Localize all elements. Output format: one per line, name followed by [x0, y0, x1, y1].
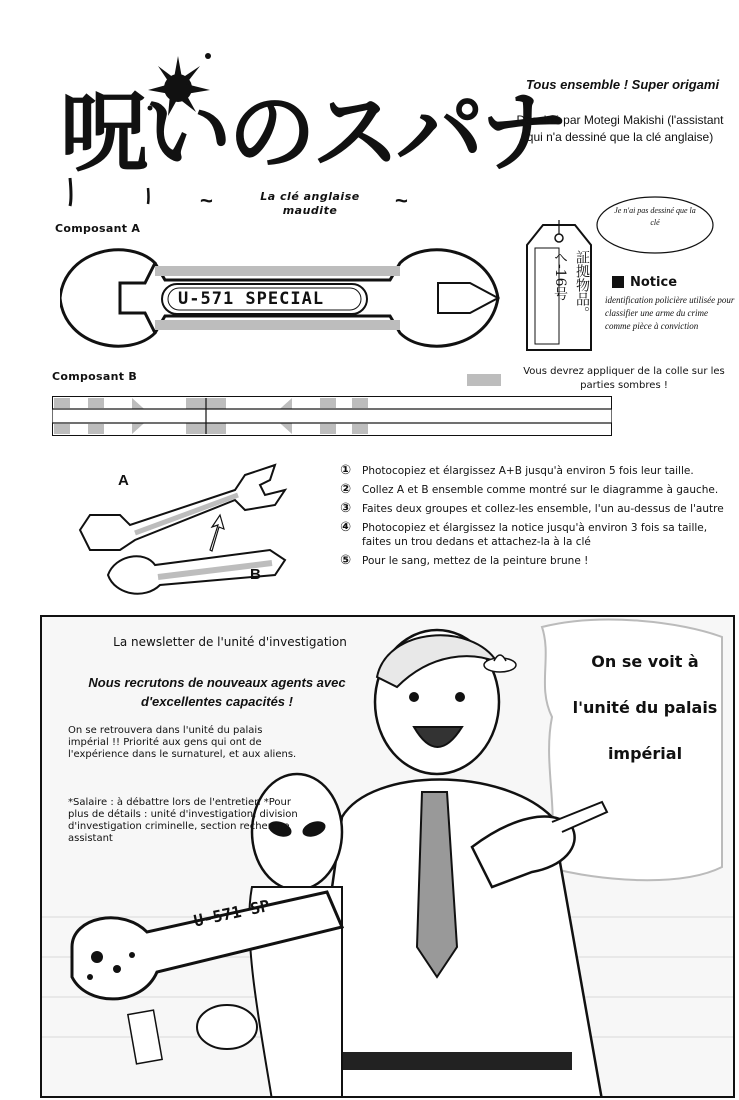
notice-description: identification policière utilisée pour classifier une arme du crime comme pièce à conviction [605, 295, 735, 331]
instruction-step [340, 502, 735, 516]
component-b-label: Composant B [52, 370, 138, 383]
newsletter-body: On se retrouvera dans l'unité du palais impérial !! Priorité aux gens qui ont de l'expérience dans le surnaturel, et aux aliens. [68, 725, 297, 760]
comic-panel [40, 615, 735, 1098]
panel-wrench-engraving: U-571 SP [192, 895, 272, 931]
logo-subtitle: La clé anglaise maudite [260, 190, 360, 217]
logo-title: 呪いのスパナ [60, 80, 565, 184]
diagram-label-a: A [118, 472, 129, 489]
newsletter-details: *Salaire : à débattre lors de l'entretien *Pour plus de détails : unité d'investigation, division d'investigation criminelle, section recherche assistant [68, 797, 298, 844]
glue-instruction: Vous devrez appliquer de la colle sur les parties sombres ! [523, 366, 725, 391]
notice-bullet [612, 276, 624, 288]
author-credit: Dessiné par Motegi Makishi (l'assistant qui n'a dessiné que la clé anglaise) [516, 113, 724, 144]
step-text: Collez A et B ensemble comme montré sur le diagramme à gauche. [362, 484, 719, 496]
newsletter-title: La newsletter de l'unité d'investigation [113, 635, 347, 649]
step-number: ⑤ [340, 553, 352, 568]
step-text: Photocopiez et élargissez A+B jusqu'à environ 5 fois leur taille. [362, 465, 694, 477]
notice-title: Notice [630, 275, 678, 290]
instruction-step [340, 554, 735, 568]
step-number: ③ [340, 501, 352, 516]
slogan-text: On se voit à l'unité du palais impérial [572, 652, 718, 763]
assembly-diagram [60, 455, 325, 605]
step-number: ① [340, 463, 352, 478]
step-number: ② [340, 482, 352, 497]
instructions-list [340, 464, 735, 573]
step-text: Pour le sang, mettez de la peinture brune ! [362, 555, 589, 567]
tilde-right: ~ [395, 188, 408, 213]
instruction-step [340, 483, 735, 497]
tag-text: 証拠物品。へ-16号 [552, 250, 590, 320]
series-title: Tous ensemble ! Super origami [525, 77, 720, 92]
assistant-speech-bubble: Je n'ai pas dessiné que la clé [614, 206, 696, 227]
strip-component-b [52, 396, 612, 436]
instruction-step [340, 521, 735, 549]
tilde-left: ~ [200, 188, 213, 213]
instruction-step [340, 464, 735, 478]
glue-swatch [467, 374, 501, 386]
step-text: Faites deux groupes et collez-les ensemble, l'un au-dessus de l'autre [362, 503, 724, 515]
step-number: ④ [340, 520, 352, 535]
step-text: Photocopiez et élargissez la notice jusqu'à environ 3 fois sa taille, faites un trou dedans et attachez-la à la clé [362, 522, 708, 548]
wrench-engraving: U-571 SPECIAL [178, 289, 325, 309]
recruitment-headline: Nous recrutons de nouveaux agents avec d'excellentes capacités ! [88, 675, 346, 709]
component-a-label: Composant A [55, 222, 141, 235]
diagram-label-b: B [250, 566, 261, 583]
